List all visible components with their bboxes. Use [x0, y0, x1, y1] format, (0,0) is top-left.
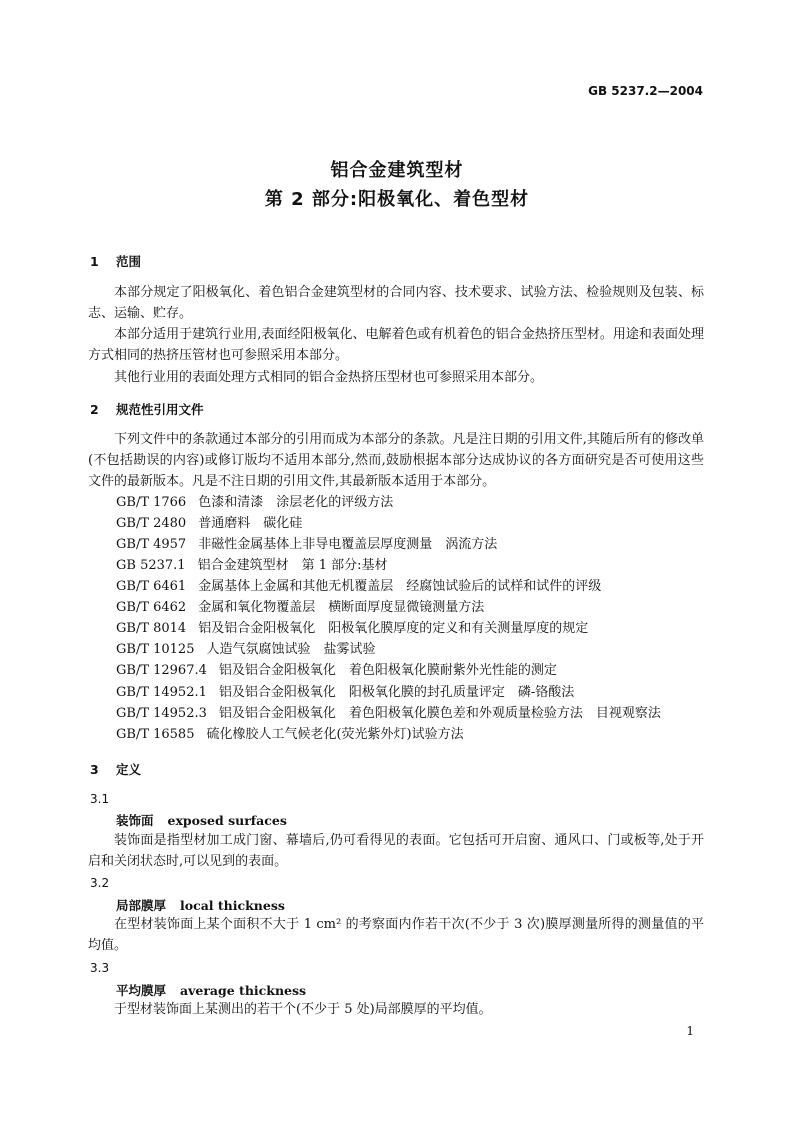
reference-title: 色漆和清漆 涂层老化的评级方法	[198, 495, 394, 510]
term-en: local thickness	[180, 898, 285, 913]
reference-item	[116, 535, 497, 555]
term-zh: 局部膜厚	[116, 898, 167, 913]
paragraph: 其他行业用的表面处理方式相同的铝合金热挤压型材也可参照采用本部分。	[114, 370, 544, 385]
reference-item	[116, 640, 376, 660]
reference-code: GB/T 10125	[116, 642, 195, 657]
reference-code: GB/T 8014	[116, 621, 187, 636]
reference-title: 非磁性金属基体上非导电覆盖层厚度测量 涡流方法	[198, 537, 498, 552]
reference-item	[116, 619, 588, 639]
reference-title: 铝合金建筑型材 第 1 部分:基材	[197, 558, 388, 573]
reference-code: GB/T 6461	[116, 579, 187, 594]
reference-title: 铝及铝合金阳极氧化 着色阳极氧化膜色差和外观质量检验方法 目视观察法	[218, 706, 661, 721]
clause-number: 3.3	[90, 961, 110, 975]
reference-code: GB/T 6462	[116, 600, 187, 615]
section-number: 2	[90, 402, 99, 417]
standard-number: GB 5237.2—2004	[588, 84, 703, 98]
document-title: 铝合金建筑型材	[330, 160, 464, 181]
page-number: 1	[686, 1024, 694, 1038]
reference-item	[116, 661, 557, 681]
reference-item	[116, 514, 302, 534]
reference-code: GB 5237.1	[116, 558, 186, 573]
reference-item	[116, 556, 387, 576]
section-heading-references	[90, 400, 204, 418]
term	[116, 811, 287, 829]
section-number: 1	[90, 254, 99, 269]
term	[116, 896, 285, 914]
definition-text: 装饰面是指型材加工成门窗、幕墙后,仍可看得见的表面。它包括可开启窗、通风口、门或板等,处于开启和关闭状态时,可以见到的表面。	[88, 833, 704, 869]
reference-item	[116, 577, 601, 597]
definition-text: 在型材装饰面上某个面积不大于 1 cm² 的考察面内作若干次(不少于 3 次)膜厚测量所得的测量值的平均值。	[88, 917, 704, 953]
section-heading-definitions	[90, 760, 141, 778]
reference-title: 人造气氛腐蚀试验 盐雾试验	[206, 642, 376, 657]
reference-item	[116, 725, 464, 745]
reference-title: 铝及铝合金阳极氧化 阳极氧化膜的封孔质量评定 磷-铬酸法	[218, 685, 575, 700]
reference-title: 铝及铝合金阳极氧化 着色阳极氧化膜耐紫外光性能的测定	[218, 663, 557, 678]
term-zh: 平均膜厚	[116, 983, 167, 998]
reference-title: 硫化橡胶人工气候老化(荧光紫外灯)试验方法	[206, 727, 464, 742]
reference-code: GB/T 16585	[116, 727, 195, 742]
document-subtitle: 第 2 部分:阳极氧化、着色型材	[264, 189, 530, 210]
reference-code: GB/T 2480	[116, 516, 187, 531]
reference-item	[116, 598, 484, 618]
term-en: exposed surfaces	[167, 813, 287, 828]
paragraph: 下列文件中的条款通过本部分的引用而成为本部分的条款。凡是注日期的引用文件,其随后所有的修改单(不包括勘误的内容)或修订版均不适用本部分,然而,鼓励根据本部分达成协议的各方面研究是否可使用这些文件的最新版本。凡是不注日期的引用文件,其最新版本适用于本部分。	[88, 432, 704, 489]
section-title: 定义	[116, 762, 142, 777]
reference-title: 铝及铝合金阳极氧化 阳极氧化膜厚度的定义和有关测量厚度的规定	[198, 621, 589, 636]
reference-item	[116, 683, 574, 703]
definition-text: 于型材装饰面上某测出的若干个(不少于 5 处)局部膜厚的平均值。	[114, 1002, 492, 1017]
section-heading-scope	[90, 252, 141, 270]
clause-number: 3.1	[90, 792, 110, 806]
reference-code: GB/T 14952.1	[116, 685, 207, 700]
reference-title: 金属基体上金属和其他无机覆盖层 经腐蚀试验后的试样和试件的评级	[198, 579, 602, 594]
section-title: 范围	[116, 254, 142, 269]
term-zh: 装饰面	[116, 813, 154, 828]
reference-title: 金属和氧化物覆盖层 横断面厚度显微镜测量方法	[198, 600, 485, 615]
term	[116, 981, 306, 999]
reference-item	[116, 493, 393, 513]
reference-code: GB/T 1766	[116, 495, 187, 510]
section-title: 规范性引用文件	[116, 402, 204, 417]
reference-code: GB/T 4957	[116, 537, 187, 552]
term-en: average thickness	[180, 983, 307, 998]
reference-title: 普通磨料 碳化硅	[198, 516, 303, 531]
clause-number: 3.2	[90, 876, 110, 890]
reference-code: GB/T 12967.4	[116, 663, 207, 678]
reference-code: GB/T 14952.3	[116, 706, 207, 721]
paragraph: 本部分规定了阳极氧化、着色铝合金建筑型材的合同内容、技术要求、试验方法、检验规则及包装、标志、运输、贮存。	[88, 285, 704, 321]
reference-item	[116, 704, 661, 724]
paragraph: 本部分适用于建筑行业用,表面经阳极氧化、电解着色或有机着色的铝合金热挤压型材。用途和表面处理方式相同的热挤压管材也可参照采用本部分。	[88, 327, 704, 363]
section-number: 3	[90, 762, 99, 777]
